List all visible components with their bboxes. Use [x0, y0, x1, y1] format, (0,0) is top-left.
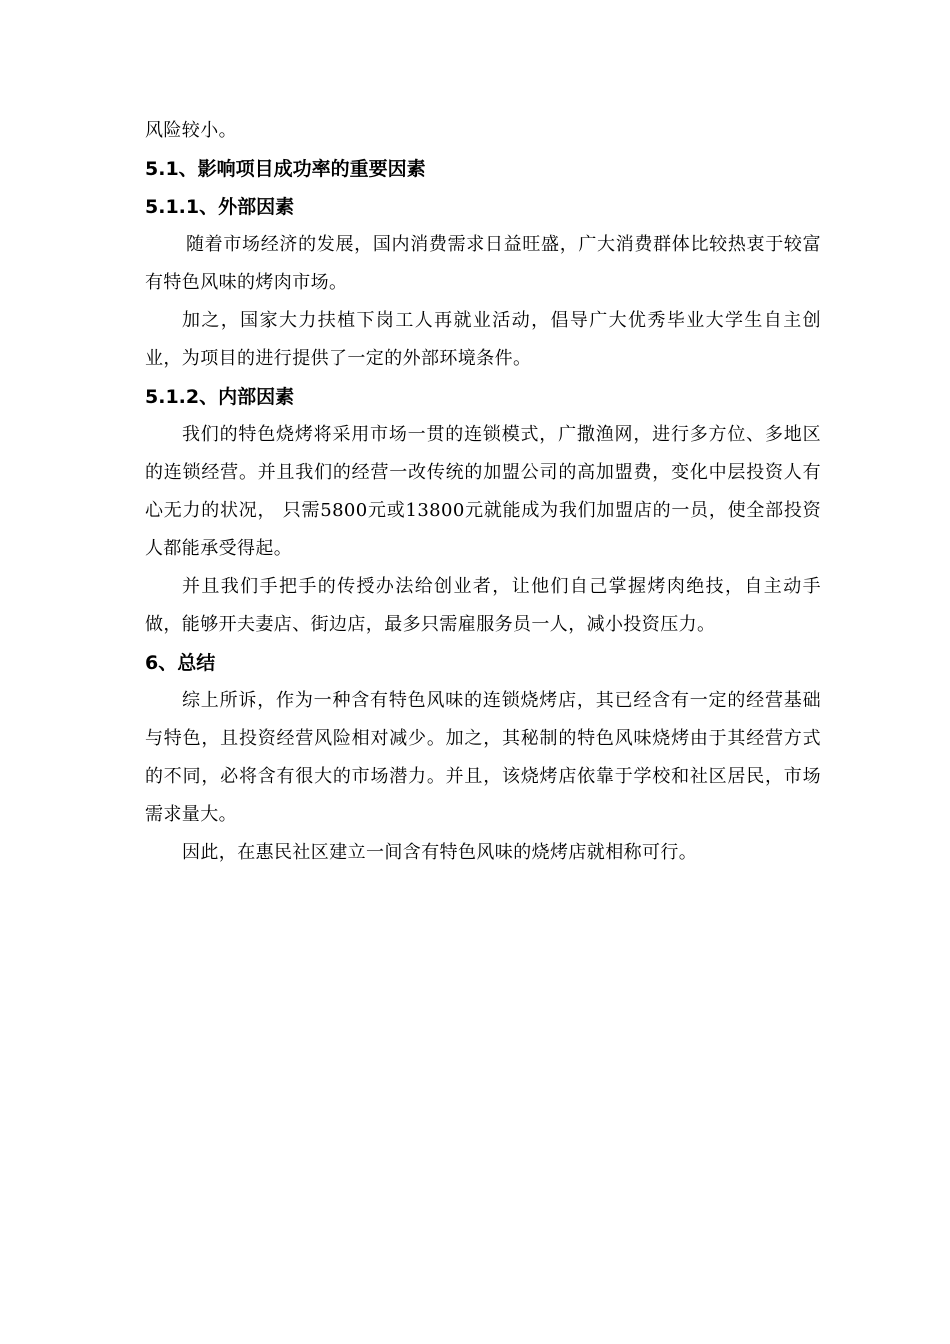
document-body	[145, 112, 821, 872]
paragraph-summary-1: 综上所诉，作为一种含有特色风味的连锁烧烤店，其已经含有一定的经营基础与特色，且投资经营风险相对减少。加之，其秘制的特色风味烧烤由于其经营方式的不同，必将含有很大的市场潜力。并且，该烧烤店依靠于学校和社区居民，市场需求量大。	[145, 690, 821, 825]
section-heading-6: 6、总结	[145, 652, 216, 674]
section-heading-5-1: 5.1、影响项目成功率的重要因素	[145, 158, 426, 180]
section-heading-5-1-2: 5.1.2、内部因素	[145, 386, 295, 408]
paragraph-internal-1: 我们的特色烧烤将采用市场一贯的连锁模式，广撒渔网，进行多方位、多地区的连锁经营。并且我们的经营一改传统的加盟公司的高加盟费，变化中层投资人有心无力的状况， 只需5800元或13800元就能成为我们加盟店的一员，使全部投资人都能承受得起。	[145, 424, 821, 559]
paragraph-internal-2: 并且我们手把手的传授办法给创业者，让他们自己掌握烤肉绝技，自主动手做，能够开夫妻店、街边店，最多只需雇服务员一人，减小投资压力。	[145, 576, 821, 635]
continued-text: 风险较小。	[145, 120, 237, 141]
paragraph-external-1: 随着市场经济的发展，国内消费需求日益旺盛，广大消费群体比较热衷于较富有特色风味的烤肉市场。	[145, 234, 821, 293]
paragraph-summary-2: 因此，在惠民社区建立一间含有特色风味的烧烤店就相称可行。	[182, 842, 698, 863]
section-heading-5-1-1: 5.1.1、外部因素	[145, 196, 295, 218]
paragraph-external-2: 加之，国家大力扶植下岗工人再就业活动，倡导广大优秀毕业大学生自主创业，为项目的进行提供了一定的外部环境条件。	[145, 310, 821, 369]
